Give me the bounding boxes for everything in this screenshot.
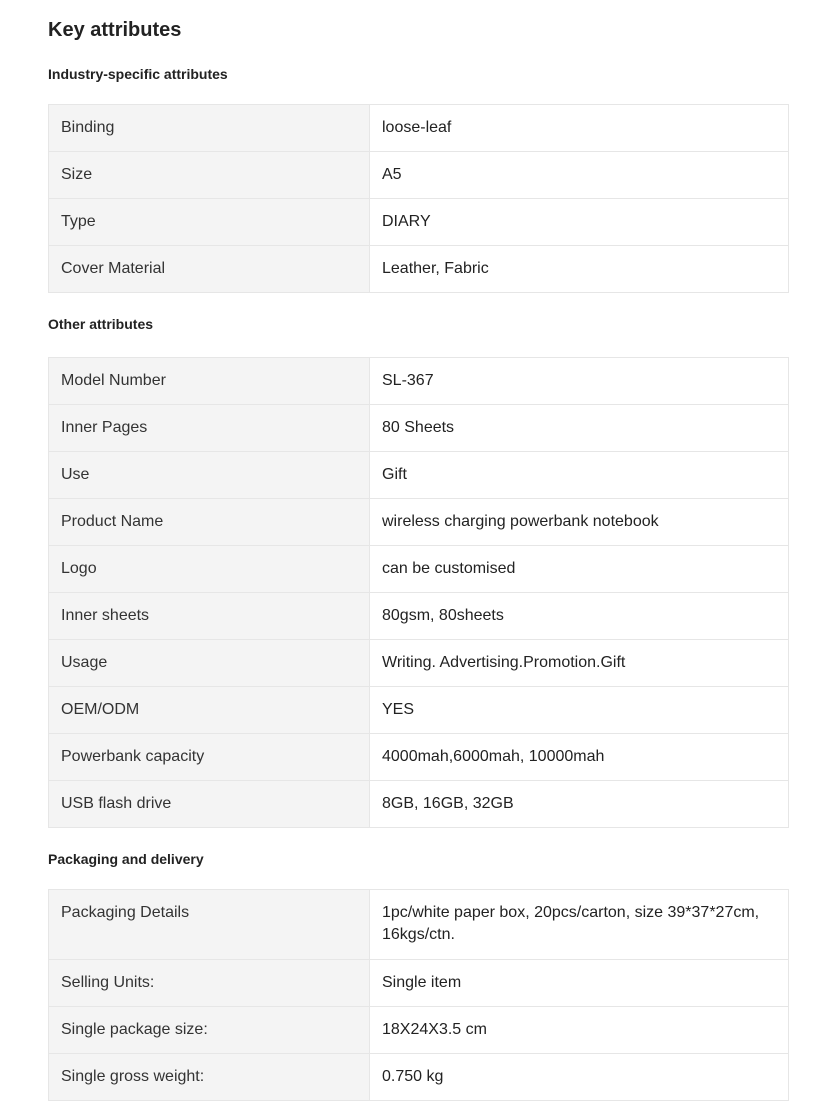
table-row bbox=[49, 781, 789, 828]
attribute-label: Cover Material bbox=[49, 246, 370, 293]
section-title-industry: Industry-specific attributes bbox=[48, 66, 228, 82]
industry-attributes-table bbox=[48, 104, 789, 293]
attribute-label: Type bbox=[49, 199, 370, 246]
attribute-label: Selling Units: bbox=[49, 960, 370, 1007]
attribute-value: Writing. Advertising.Promotion.Gift bbox=[370, 640, 789, 687]
attribute-value: YES bbox=[370, 687, 789, 734]
attribute-value: Single item bbox=[370, 960, 789, 1007]
attribute-value: 1pc/white paper box, 20pcs/carton, size 39*37*27cm, 16kgs/ctn. bbox=[370, 890, 789, 960]
attribute-label: Binding bbox=[49, 105, 370, 152]
attribute-label: Inner sheets bbox=[49, 593, 370, 640]
attribute-value: Gift bbox=[370, 452, 789, 499]
attribute-value: loose-leaf bbox=[370, 105, 789, 152]
attribute-label: Single gross weight: bbox=[49, 1054, 370, 1101]
attribute-label: Packaging Details bbox=[49, 890, 370, 960]
attribute-label: Usage bbox=[49, 640, 370, 687]
attribute-value: Leather, Fabric bbox=[370, 246, 789, 293]
table-row bbox=[49, 199, 789, 246]
table-row bbox=[49, 960, 789, 1007]
attribute-value: A5 bbox=[370, 152, 789, 199]
attribute-value: 18X24X3.5 cm bbox=[370, 1007, 789, 1054]
table-row bbox=[49, 890, 789, 960]
attribute-value: 80gsm, 80sheets bbox=[370, 593, 789, 640]
table-row bbox=[49, 593, 789, 640]
table-row bbox=[49, 105, 789, 152]
attribute-label: Model Number bbox=[49, 358, 370, 405]
table-row bbox=[49, 734, 789, 781]
attribute-value: 80 Sheets bbox=[370, 405, 789, 452]
table-row bbox=[49, 499, 789, 546]
attribute-label: Logo bbox=[49, 546, 370, 593]
attribute-value: 8GB, 16GB, 32GB bbox=[370, 781, 789, 828]
other-attributes-table bbox=[48, 357, 789, 828]
table-row bbox=[49, 640, 789, 687]
attribute-value: 0.750 kg bbox=[370, 1054, 789, 1101]
attribute-value: DIARY bbox=[370, 199, 789, 246]
attribute-label: Size bbox=[49, 152, 370, 199]
table-row bbox=[49, 1007, 789, 1054]
section-title-packaging: Packaging and delivery bbox=[48, 851, 204, 867]
table-row bbox=[49, 246, 789, 293]
table-row bbox=[49, 546, 789, 593]
page-title: Key attributes bbox=[48, 19, 182, 41]
table-row bbox=[49, 687, 789, 734]
attribute-value: 4000mah,6000mah, 10000mah bbox=[370, 734, 789, 781]
attribute-value: can be customised bbox=[370, 546, 789, 593]
table-row bbox=[49, 152, 789, 199]
attribute-label: Single package size: bbox=[49, 1007, 370, 1054]
section-title-other: Other attributes bbox=[48, 316, 154, 332]
attribute-value: wireless charging powerbank notebook bbox=[370, 499, 789, 546]
attribute-value: SL-367 bbox=[370, 358, 789, 405]
table-row bbox=[49, 452, 789, 499]
table-row bbox=[49, 405, 789, 452]
attribute-label: OEM/ODM bbox=[49, 687, 370, 734]
table-row bbox=[49, 1054, 789, 1101]
attribute-label: Product Name bbox=[49, 499, 370, 546]
table-row bbox=[49, 358, 789, 405]
attribute-label: Use bbox=[49, 452, 370, 499]
attribute-label: Powerbank capacity bbox=[49, 734, 370, 781]
attribute-label: USB flash drive bbox=[49, 781, 370, 828]
packaging-table bbox=[48, 889, 789, 1101]
attribute-label: Inner Pages bbox=[49, 405, 370, 452]
